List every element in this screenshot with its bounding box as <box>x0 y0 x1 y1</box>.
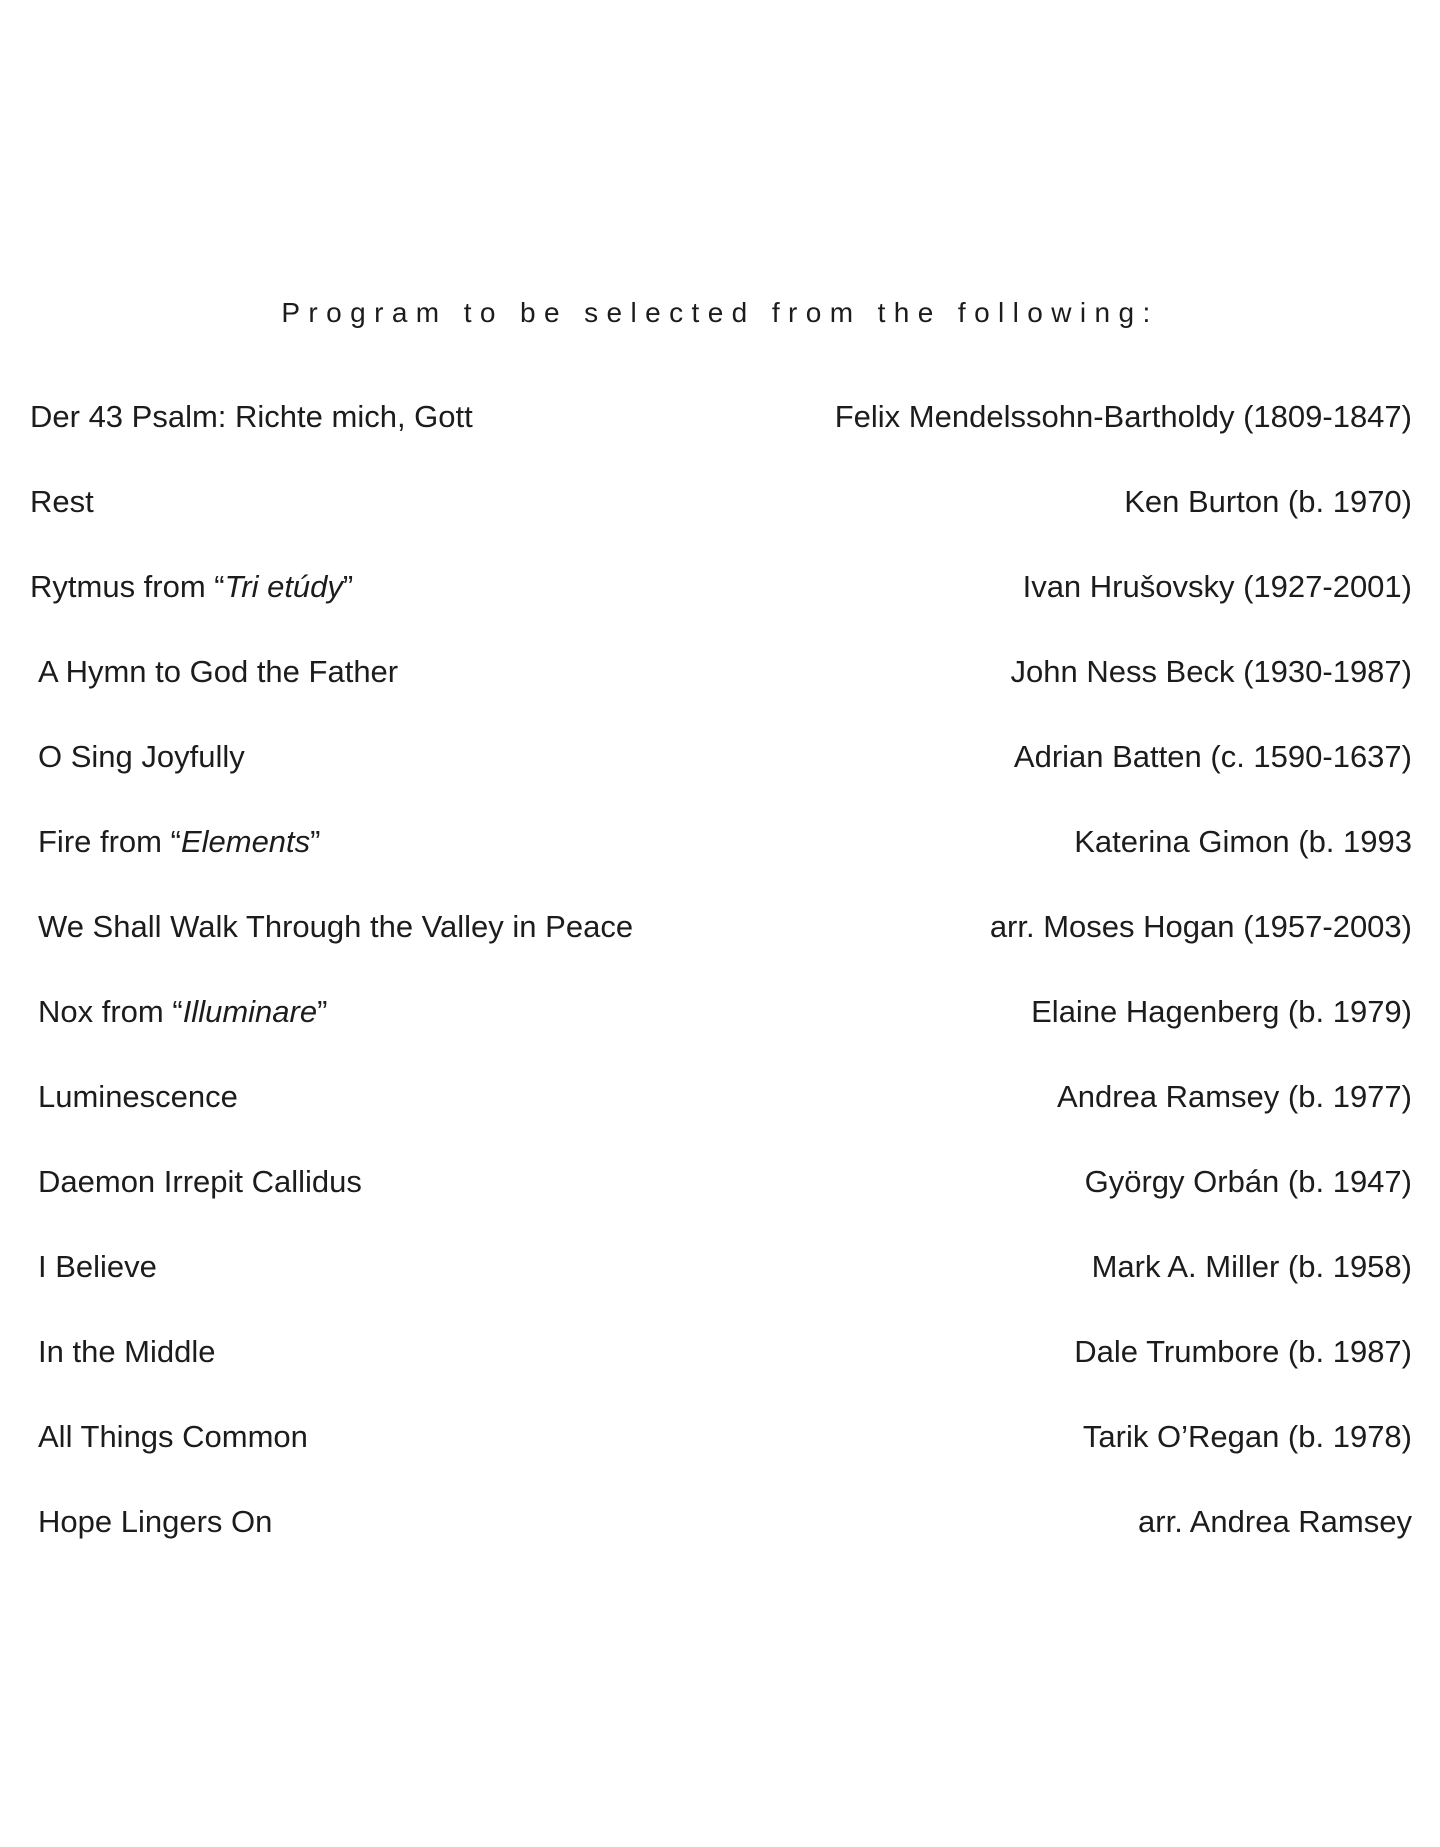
composer-name: Tarik O’Regan (b. 1978) <box>1082 1419 1412 1454</box>
piece-title: A Hymn to God the Father <box>38 654 399 689</box>
program-row <box>0 990 1440 1075</box>
piece-title: Rest <box>30 484 94 519</box>
program-heading: Program to be selected from the following: <box>281 297 1159 328</box>
piece-title: Fire from “Elements” <box>38 824 321 859</box>
program-row <box>0 820 1440 905</box>
program-row <box>0 1415 1440 1500</box>
program-row <box>0 1160 1440 1245</box>
piece-title: Rytmus from “Tri etúdy” <box>30 569 354 604</box>
program-row <box>0 480 1440 565</box>
program-row <box>0 735 1440 820</box>
piece-title: Nox from “Illuminare” <box>38 994 328 1029</box>
composer-name: Dale Trumbore (b. 1987) <box>1074 1334 1412 1369</box>
piece-title: All Things Common <box>38 1419 308 1454</box>
composer-name: Katerina Gimon (b. 1993 <box>1074 824 1412 859</box>
piece-title: We Shall Walk Through the Valley in Peace <box>38 909 634 944</box>
composer-name: John Ness Beck (1930-1987) <box>1010 654 1412 689</box>
program-row <box>0 1245 1440 1330</box>
composer-name: Ivan Hrušovsky (1927-2001) <box>1022 569 1412 604</box>
composer-name: arr. Moses Hogan (1957-2003) <box>989 909 1412 944</box>
composer-name: Felix Mendelssohn-Bartholdy (1809-1847) <box>834 399 1412 434</box>
program-row <box>0 905 1440 990</box>
program-row <box>0 1330 1440 1415</box>
piece-title: Der 43 Psalm: Richte mich, Gott <box>30 399 473 434</box>
piece-title: O Sing Joyfully <box>38 739 245 774</box>
composer-name: Andrea Ramsey (b. 1977) <box>1057 1079 1412 1114</box>
program-row <box>0 1075 1440 1160</box>
program-row <box>0 565 1440 650</box>
composer-name: Mark A. Miller (b. 1958) <box>1091 1249 1412 1284</box>
composer-name: Ken Burton (b. 1970) <box>1124 484 1412 519</box>
program-row <box>0 1500 1440 1585</box>
program-row <box>0 395 1440 480</box>
piece-title: Daemon Irrepit Callidus <box>38 1164 362 1199</box>
program-row <box>0 650 1440 735</box>
piece-title: Luminescence <box>38 1079 238 1114</box>
composer-name: Adrian Batten (c. 1590-1637) <box>1013 739 1412 774</box>
piece-title: Hope Lingers On <box>38 1504 273 1539</box>
composer-name: György Orbán (b. 1947) <box>1084 1164 1412 1199</box>
piece-title: I Believe <box>38 1249 157 1284</box>
composer-name: arr. Andrea Ramsey <box>1138 1504 1412 1539</box>
composer-name: Elaine Hagenberg (b. 1979) <box>1031 994 1412 1029</box>
program-list <box>0 395 1440 1585</box>
piece-title: In the Middle <box>38 1334 216 1369</box>
